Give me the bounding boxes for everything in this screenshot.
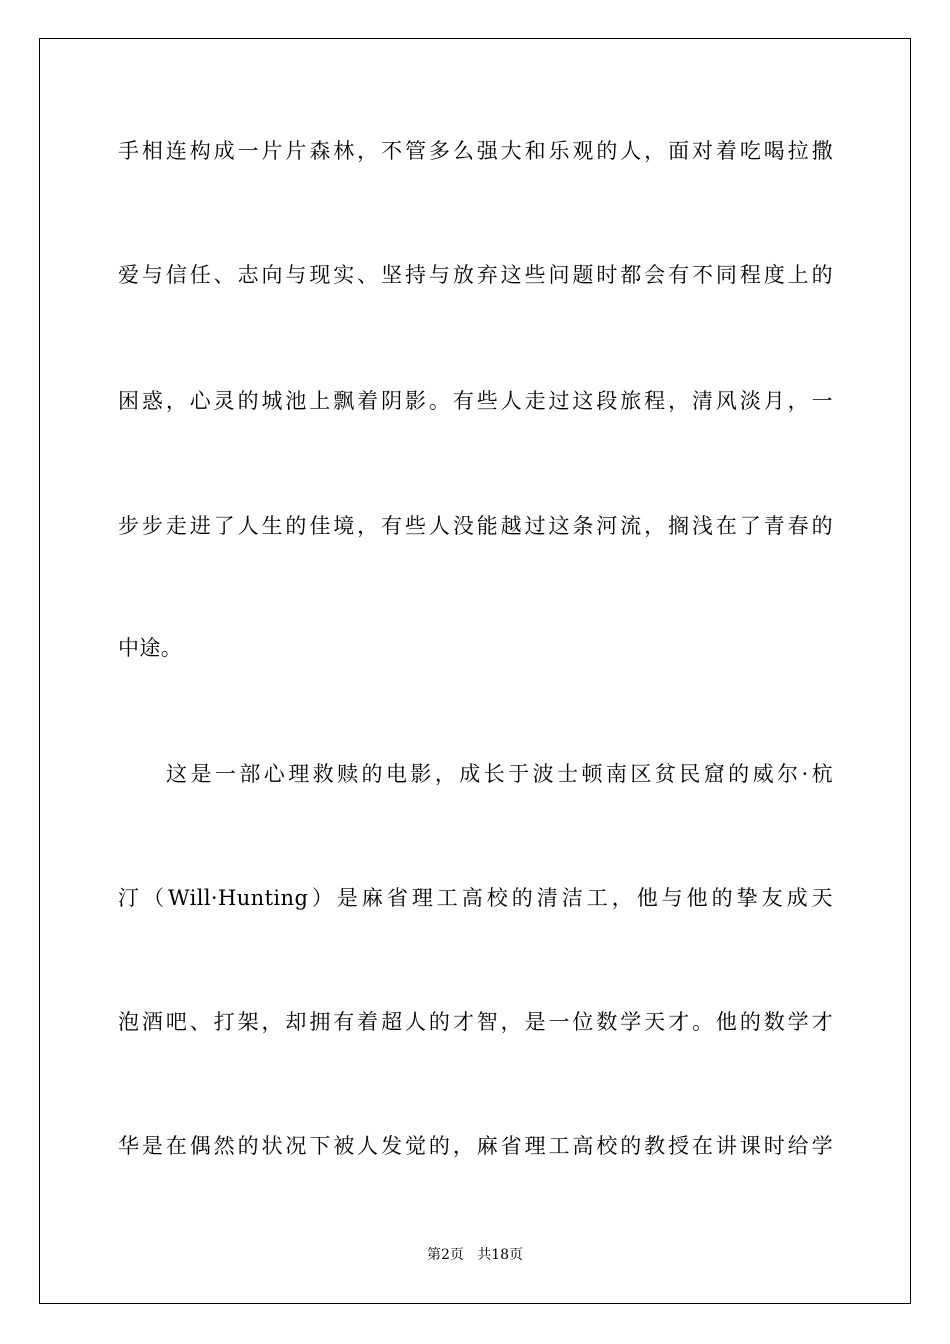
body-text-line-7: 汀（Will·Hunting）是麻省理工高校的清洁工，他与他的挚友成天 [118, 886, 833, 910]
body-text-line-1: 手相连构成一片片森林，不管多么强大和乐观的人，面对着吃喝拉撒 [118, 139, 833, 163]
body-text-line-3: 困惑，心灵的城池上飘着阴影。有些人走过这段旅程，清风淡月，一 [118, 389, 833, 413]
body-text-line-6: 这是一部心理救赎的电影，成长于波士顿南区贫民窟的威尔·杭 [166, 762, 833, 786]
page-number-footer: 第2页 共18页 [426, 1247, 524, 1263]
body-text-line-2: 爱与信任、志向与现实、坚持与放弃这些问题时都会有不同程度上的 [118, 263, 833, 287]
body-text-line-8: 泡酒吧、打架，却拥有着超人的才智，是一位数学天才。他的数学才 [118, 1010, 833, 1034]
body-text-line-4: 步步走进了人生的佳境，有些人没能越过这条河流，搁浅在了青春的 [118, 514, 833, 538]
page-border [39, 38, 911, 1304]
body-text-line-9: 华是在偶然的状况下被人发觉的，麻省理工高校的教授在讲课时给学 [118, 1134, 833, 1158]
body-text-line-5: 中途。 [118, 636, 183, 660]
